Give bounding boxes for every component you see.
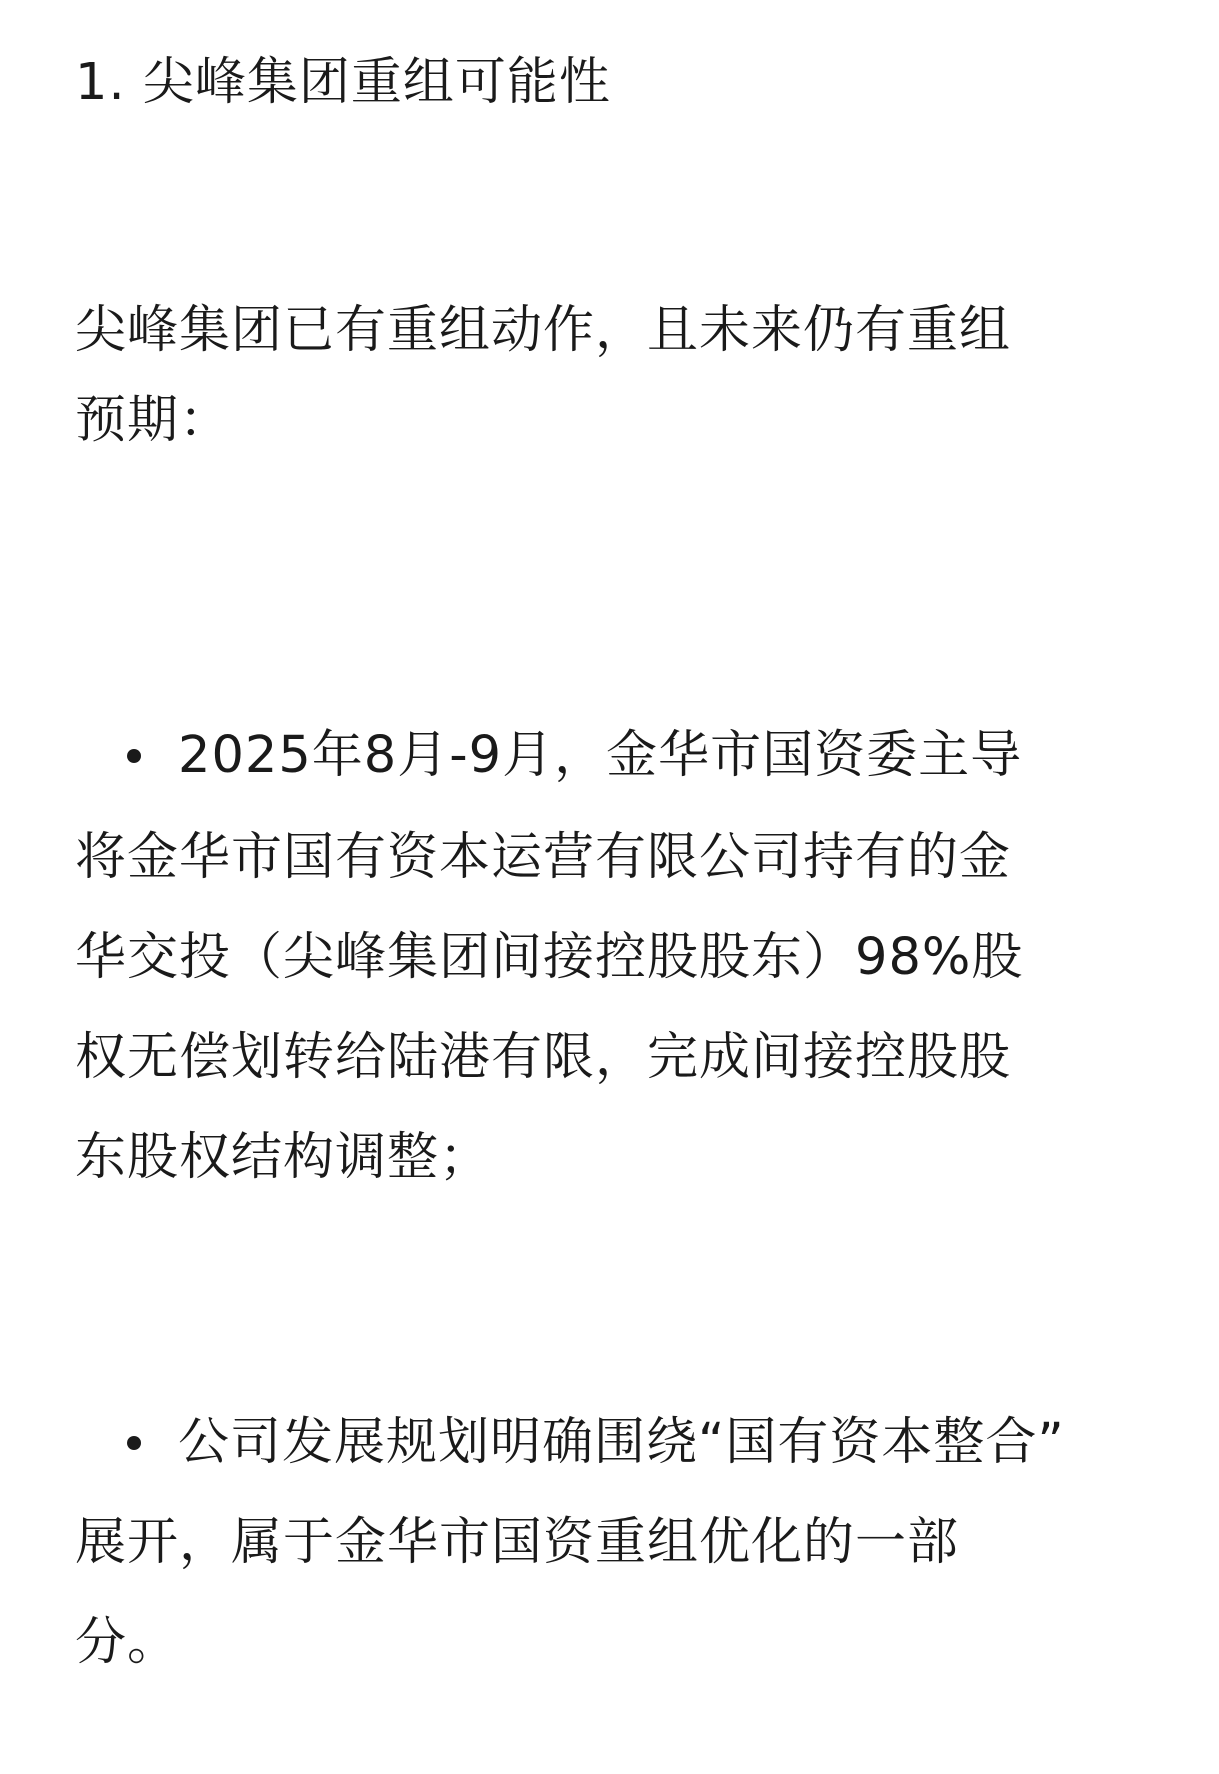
bullet-dot-icon bbox=[127, 749, 141, 763]
bullet-line: 展开，属于金华市国资重组优化的一部 bbox=[75, 1513, 960, 1572]
bullet-line: 分。 bbox=[75, 1613, 180, 1672]
bullet-line: 权无偿划转给陆港有限，完成间接控股股 bbox=[75, 1028, 1012, 1087]
bullet-line: 华交投（尖峰集团间接控股股东）98%股 bbox=[75, 928, 1024, 987]
intro-line: 预期： bbox=[75, 391, 232, 450]
bullet-line: 东股权结构调整； bbox=[75, 1128, 492, 1187]
section-heading: 1. 尖峰集团重组可能性 bbox=[75, 53, 611, 112]
bullet-line: 公司发展规划明确围绕“国有资本整合” bbox=[178, 1413, 1065, 1472]
bullet-line: 2025年8月-9月，金华市国资委主导 bbox=[178, 726, 1023, 785]
bullet-dot-icon bbox=[127, 1436, 141, 1450]
bullet-line: 将金华市国有资本运营有限公司持有的金 bbox=[75, 828, 1012, 887]
intro-line: 尖峰集团已有重组动作，且未来仍有重组 bbox=[75, 301, 1012, 360]
